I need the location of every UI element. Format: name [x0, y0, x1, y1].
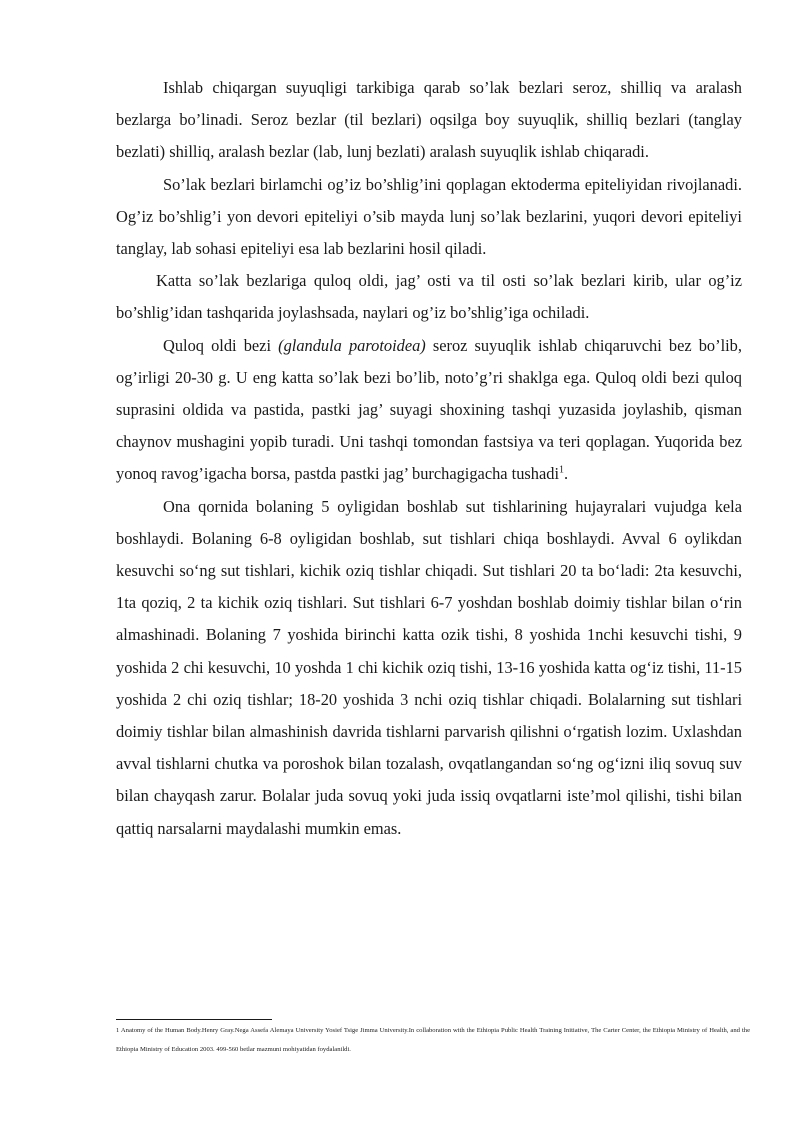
parotid-text-rest: seroz suyuqlik ishlab chiqaruvchi bez bo’lib, og’irligi 20-30 g. U eng katta so’lak bezi bo’lib, noto’g’ri shaklga ega. Quloq oldi bezi quloq suprasini oldida va pastida, pastki jag’ suyagi shoxining tashqi yuzasida joylashib, qisman chaynov mushagini yopib turadi. Uni tashqi tomondan fastsiya va teri qoplagan. Yuqorida bez yonoq ravog’igacha borsa, pastda pastki jag’ burchagigacha tushadi	[116, 335, 742, 484]
footnote-1: 1 Anatomy of the Human Body.Henry Gray.Nega Assefa Alemaya University Yosief Tsige Jimma University.In collaboration with the Ethiopia Public Health Training Initiative, The Carter Center, the Ethiopia Ministry of Health, and the Ethiopia Ministry of Education 2003. 499-560 betlar mazmuni mohiyatidan foydalanildi.	[116, 1027, 750, 1053]
footnote-reference[interactable]: 1	[559, 464, 565, 476]
parotid-text-end: .	[564, 464, 569, 484]
paragraph-salivary-gland-types: Ishlab chiqargan suyuqligi tarkibiga qarab so’lak bezlari seroz, shilliq va aralash bezlarga bo’linadi. Seroz bezlar (til bezlari) oqsilga boy suyuqlik, shilliq bezlari (tanglay bezlati) shilliq, aralash bezlar (lab, lunj bezlati) aralash suyuqlik ishlab chiqaradi.	[116, 78, 742, 162]
parotid-text-start: Quloq oldi bezi	[163, 335, 279, 355]
paragraph-salivary-gland-development: So’lak bezlari birlamchi og’iz bo’shlig’ini qoplagan ektoderma epiteliyidan rivojlanadi. Og’iz bo’shlig’i yon devori epiteliyi o’sib mayda lunj so’lak bezlarini, yuqori devori epiteliyi tanglay, lab sohasi epiteliyi esa lab bezlarini hosil qiladi.	[116, 174, 742, 259]
paragraph-major-salivary-glands: Katta so’lak bezlariga quloq oldi, jag’ osti va til osti so’lak bezlari kirib, ular og’iz bo’shlig’idan tashqarida joylashsada, naylari og’iz bo’shlig’iga ochiladi.	[116, 271, 742, 323]
footnote-area	[116, 1022, 750, 1059]
paragraph-milk-teeth: Ona qornida bolaning 5 oyligidan boshlab sut tishlarining hujayralari vujudga kela boshlaydi. Bolaning 6-8 oyligidan boshlab, sut tishlari chiqa boshlaydi. Avval 6 oylikdan kesuvchi so‘ng sut tishlari, kichik oziq tishlar chiqadi. Sut tishlari 20 ta bo‘ladi: 2ta kesuvchi, 1ta qoziq, 2 ta kichik oziq tishlari. Sut tishlari 6-7 yoshdan boshlab doimiy tishlar bilan o‘rin almashinadi. Bolaning 7 yoshida birinchi katta ozik tishi, 8 yoshida 1nchi kesuvchi tishi, 9 yoshida 2 chi kesuvchi, 10 yoshda 1 chi kichik oziq tishi, 13-16 yoshida katta og‘iz tishi, 11-15 yoshida 2 chi oziq tishlar; 18-20 yoshida 3 nchi oziq tishlar chiqadi. Bolalarning sut tishlari doimiy tishlar bilan almashinish davrida tishlarni parvarish qilishni o‘rgatish lozim. Uxlashdan avval tishlarni chutka va poroshok bilan tozalash, ovqatlangandan so‘ng og‘izni iliq sovuq suv bilan chayqash zarur. Bolalar juda sovuq yoki juda issiq ovqatlarni iste’mol qilishi, tishi bilan qattiq narsalarni maydalashi mumkin emas.	[116, 496, 742, 838]
paragraph-parotid-gland	[116, 330, 742, 491]
parotid-latin-term: (glandula parotoidea)	[278, 335, 426, 355]
main-body-text	[116, 72, 742, 845]
footnote-separator	[116, 1019, 272, 1020]
